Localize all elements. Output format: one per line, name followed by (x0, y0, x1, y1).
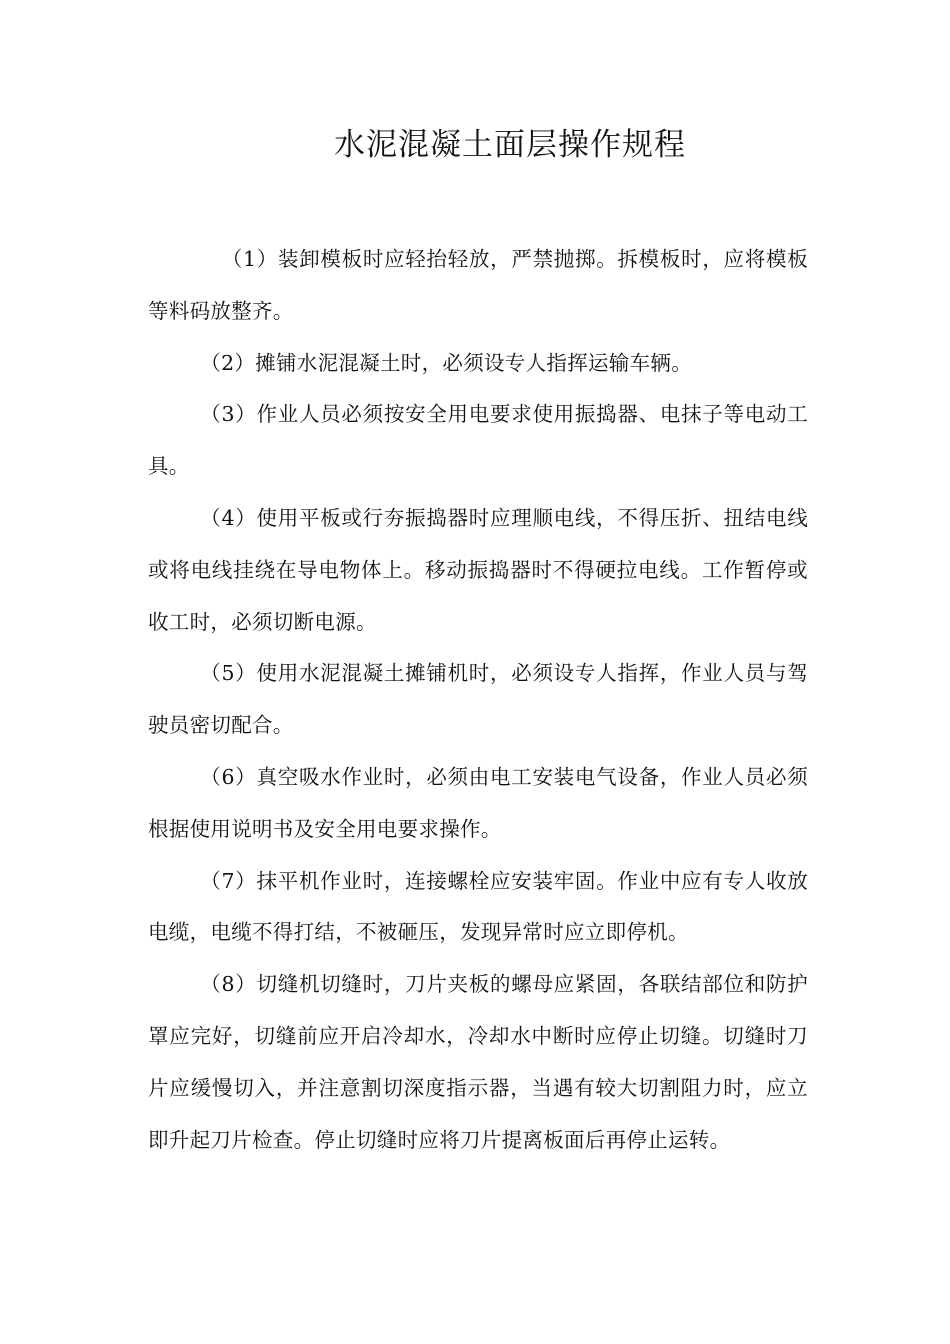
paragraph-7: （7）抹平机作业时，连接螺栓应安装牢固。作业中应有专人收放电缆，电缆不得打结，不被砸压，发现异常时应立即停机。 (148, 868, 808, 945)
page-title: 水泥混凝土面层操作规程 (334, 127, 686, 163)
paragraph-4: （4）使用平板或行夯振捣器时应理顺电线，不得压折、扭结电线或将电线挂绕在导电物体上。移动振捣器时不得硬拉电线。工作暂停或收工时，必须切断电源。 (148, 505, 808, 634)
paragraph-8: （8）切缝机切缝时，刀片夹板的螺母应紧固，各联结部位和防护罩应完好，切缝前应开启冷却水，冷却水中断时应停止切缝。切缝时刀片应缓慢切入，并注意割切深度指示器，当遇有较大切割阻力时，应立即升起刀片检查。停止切缝时应将刀片提离板面后再停止运转。 (148, 972, 808, 1152)
document-body (148, 234, 808, 1166)
paragraph-5: （5）使用水泥混凝土摊铺机时，必须设专人指挥，作业人员与驾驶员密切配合。 (148, 661, 808, 738)
paragraph-3: （3）作业人员必须按安全用电要求使用振捣器、电抹子等电动工具。 (148, 402, 808, 479)
paragraph-2: （2）摊铺水泥混凝土时，必须设专人指挥运输车辆。 (200, 350, 693, 375)
paragraph-1: （1）装卸模板时应轻抬轻放，严禁抛掷。拆模板时，应将模板等料码放整齐。 (148, 247, 808, 323)
paragraph-6: （6）真空吸水作业时，必须由电工安装电气设备，作业人员必须根据使用说明书及安全用电要求操作。 (148, 764, 808, 841)
